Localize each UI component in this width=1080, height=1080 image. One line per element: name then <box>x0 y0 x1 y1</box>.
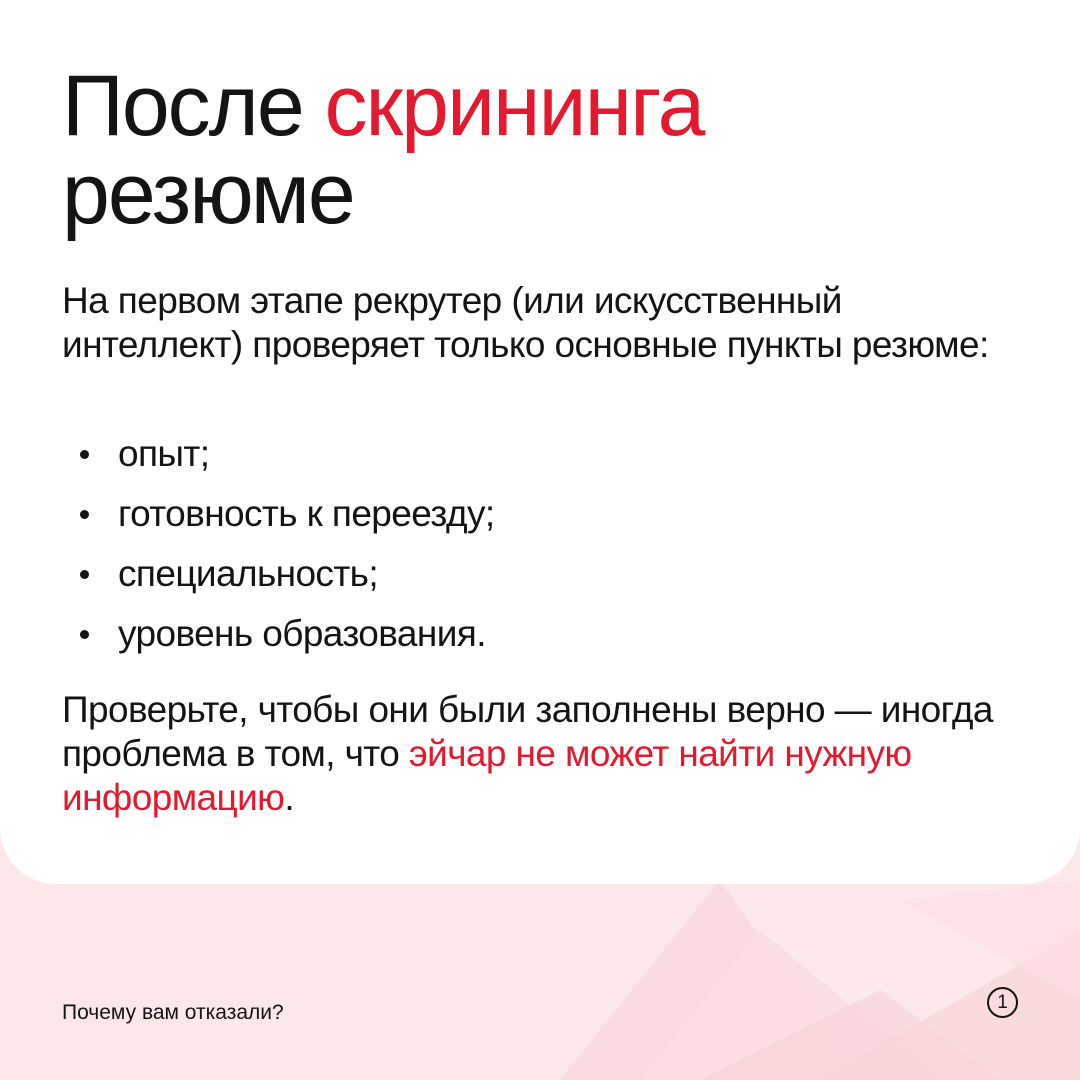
bullet-list <box>62 424 1002 664</box>
title-text-1: После <box>62 58 325 154</box>
outro-text-1: Проверьте, чтобы они были заполнены верно — иногда проблема в том, что <box>62 689 993 774</box>
outro-paragraph <box>62 688 1032 820</box>
title-text-2: резюме <box>62 146 354 242</box>
list-item <box>62 484 1002 544</box>
title-accent: скрининга <box>324 58 704 154</box>
bullet-icon <box>80 510 89 519</box>
bullet-icon <box>80 450 89 459</box>
list-item-text: специальность; <box>118 553 379 594</box>
list-item-text: готовность к переезду; <box>118 493 495 534</box>
outro-text-2: . <box>284 777 295 818</box>
outro-accent: эйчар не может найти нужную информацию <box>62 733 912 818</box>
page-number-badge: 1 <box>987 987 1018 1018</box>
intro-paragraph: На первом этапе рекрутер (или искусственный интеллект) проверяет только основные пункты резюме: <box>62 280 989 365</box>
bullet-icon <box>80 630 89 639</box>
footer-caption: Почему вам отказали? <box>62 1001 284 1024</box>
list-item <box>62 544 1002 604</box>
list-item <box>62 424 1002 484</box>
list-item <box>62 604 1002 664</box>
bullet-icon <box>80 570 89 579</box>
list-item-text: опыт; <box>118 433 210 474</box>
list-item-text: уровень образования. <box>118 613 486 654</box>
slide-title <box>62 58 1042 242</box>
